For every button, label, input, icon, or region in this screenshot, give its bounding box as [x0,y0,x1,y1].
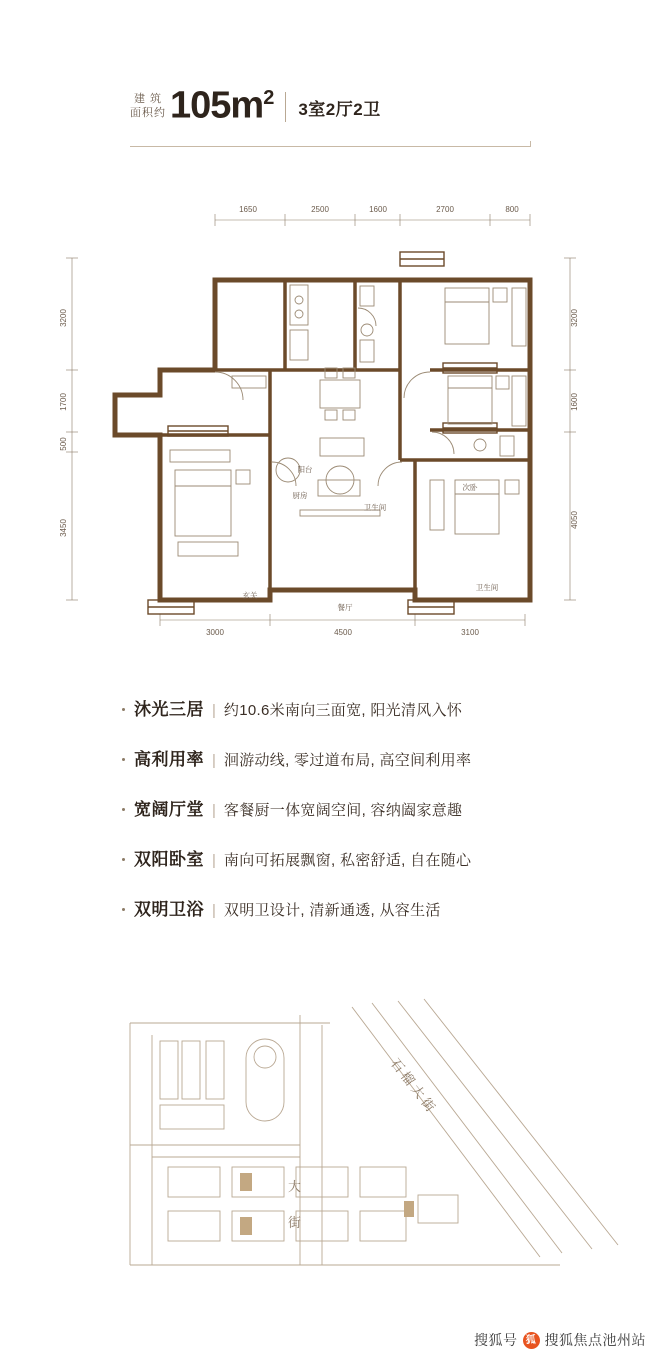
layout-type-label: 3室2厅2卫 [298,99,381,119]
bullet-dot-icon [122,758,125,761]
dim-bottom-2: 3100 [461,628,479,637]
dim-left-3: 3450 [59,519,68,537]
feature-separator: | [212,702,216,719]
feature-title: 沐光三居 [134,700,204,719]
dim-left-1: 1700 [59,393,68,411]
feature-item [122,795,602,820]
dim-top-0: 1650 [239,205,257,214]
dim-bottom-0: 3000 [206,628,224,637]
area-label-line1: 建 筑 [133,92,163,105]
header-divider [285,92,286,122]
feature-item [122,895,602,920]
area-value-number: 105m [170,84,264,127]
site-plan [0,995,660,1295]
feature-separator: | [212,752,216,769]
room-label-6: 玄关 [242,591,258,600]
floorplan [0,180,660,660]
feature-item [122,745,602,770]
walls [115,280,530,600]
room-label-0: 厨房 [292,491,308,500]
bullet-dot-icon [122,808,125,811]
room-label-1: 阳台 [297,465,313,474]
room-label-3: 次卧 [462,483,478,492]
feature-description: 双明卫设计, 清新通透, 从容生活 [223,902,441,919]
feature-separator: | [212,802,216,819]
bullet-dot-icon [122,908,125,911]
area-label-line2: 面积约 [130,106,166,119]
dim-top-1: 2500 [311,205,329,214]
feature-title: 宽阔厅堂 [134,800,204,819]
area-value [170,78,273,126]
feature-item [122,845,602,870]
feature-title: 双明卫浴 [134,900,204,919]
street-label-1: 大 [288,1179,302,1194]
dim-top-3: 2700 [436,205,454,214]
header-title-group [130,78,381,126]
street-label-2: 街 [288,1215,302,1230]
watermark-text: 搜狐焦点池州站 [544,1332,646,1348]
dim-right-0: 3200 [570,309,579,327]
area-unit-superscript: 2 [263,87,274,109]
bullet-dot-icon [122,708,125,711]
feature-description: 南向可拓展飘窗, 私密舒适, 自在随心 [223,852,472,869]
room-label-5: 卫生间 [475,583,499,592]
bullet-dot-icon [122,858,125,861]
feature-title: 高利用率 [134,750,204,769]
dim-bottom-1: 4500 [334,628,352,637]
dim-right-1: 1600 [570,393,579,411]
road-label-diagonal: 石 榴 大 街 [387,1055,439,1115]
room-label-4: 餐厅 [337,603,353,612]
header-rule [130,146,530,147]
feature-separator: | [212,852,216,869]
watermark-prefix: 搜狐号 [474,1332,518,1348]
dim-top-4: 800 [505,205,519,214]
bottom-dimension-chain [160,614,525,626]
top-dimension-chain [215,214,530,226]
feature-list [122,695,602,945]
area-label [130,92,166,126]
feature-description: 约10.6米南向三面宽, 阳光清风入怀 [223,702,463,719]
room-label-2: 卫生间 [363,503,387,512]
feature-description: 客餐厨一体宽阔空间, 容纳阖家意趣 [223,802,463,819]
feature-title: 双阳卧室 [134,850,204,869]
watermark [474,1330,646,1350]
feature-description: 洄游动线, 零过道布局, 高空间利用率 [223,752,472,769]
header [0,0,660,160]
site-plan-svg [0,995,660,1295]
dim-left-2: 500 [59,437,68,451]
sohu-logo-icon: 狐 [523,1332,540,1349]
floorplan-svg [0,180,660,660]
feature-separator: | [212,902,216,919]
furniture [170,285,526,556]
dim-left-0: 3200 [59,309,68,327]
feature-item [122,695,602,720]
dim-right-2: 4050 [570,511,579,529]
dim-top-2: 1600 [369,205,387,214]
